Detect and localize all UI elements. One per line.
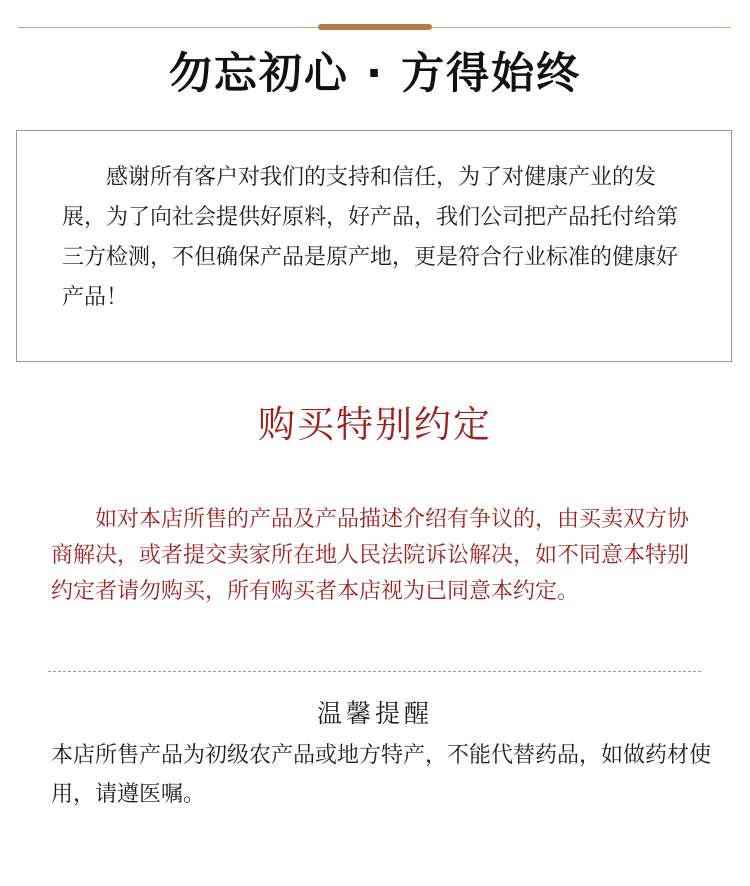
section-divider [48, 671, 701, 672]
page-title: 勿忘初心 · 方得始终 [168, 49, 582, 99]
purchase-agreement-title: 购买特别约定 [258, 403, 492, 446]
reminder-title: 温馨提醒 [316, 699, 433, 728]
purchase-agreement-paragraph: 如对本店所售的产品及产品描述介绍有争议的，由买卖双方协商解决，或者提交卖家所在地人民法院诉讼解决，如不同意本特别约定者请勿购买，所有购买者本店视为已同意本约定。 [51, 507, 690, 604]
reminder-paragraph: 本店所售产品为初级农产品或地方特产，不能代替药品，如做药材使用，请遵医嘱。 [51, 743, 712, 807]
top-accent-bar [318, 24, 432, 30]
intro-paragraph: 感谢所有客户对我们的支持和信任，为了对健康产业的发展，为了向社会提供好原料，好产品，我们公司把产品托付给第三方检测，不但确保产品是原产地，更是符合行业标准的健康好产品！ [62, 165, 679, 310]
